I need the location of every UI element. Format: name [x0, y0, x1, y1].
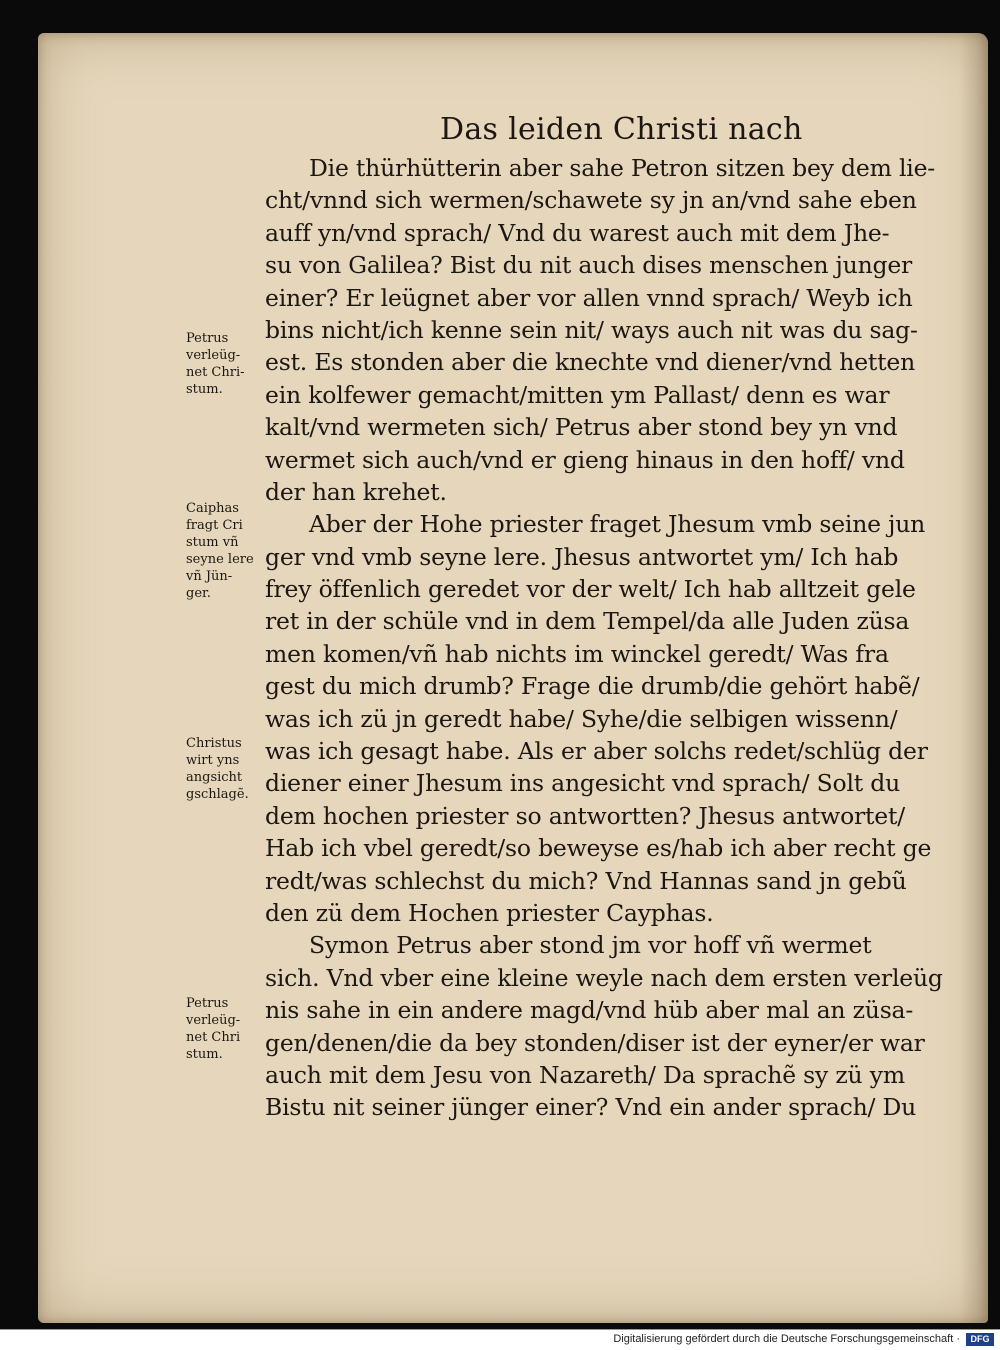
text-line: frey öffenlich geredet vor der welt/ Ich hab alltzeit gele: [265, 575, 916, 604]
text-line: wermet sich auch/vnd er gieng hinaus in den hoff/ vnd: [265, 445, 905, 474]
text-line: einer? Er leügnet aber vor allen vnnd sprach/ Weyb ich: [265, 283, 913, 312]
text-line: est. Es stonden aber die knechte vnd diener/vnd hetten: [265, 348, 916, 377]
margin-note-line: stum vñ: [186, 535, 239, 550]
text-line: sich. Vnd vber eine kleine weyle nach dem ersten verleüg: [265, 963, 943, 992]
text-line: Hab ich vbel geredt/so beweyse es/hab ich aber recht ge: [265, 834, 932, 863]
text-line: Symon Petrus aber stond jm vor hoff vñ wermet: [309, 931, 872, 960]
dfg-logo: DFG: [966, 1333, 994, 1346]
margin-note: [186, 735, 266, 803]
text-line: gest du mich drumb? Frage die drumb/die gehört habẽ/: [265, 672, 920, 701]
text-line: kalt/vnd wermeten sich/ Petrus aber stond bey yn vnd: [265, 413, 898, 442]
text-line: was ich zü jn geredt habe/ Syhe/die selbigen wissenn/: [265, 704, 898, 733]
margin-note-line: stum.: [186, 382, 223, 397]
margin-note-line: gschlagẽ.: [186, 787, 249, 802]
text-line: diener einer Jhesum ins angesicht vnd sprach/ Solt du: [265, 769, 901, 798]
text-line: cht/vnnd sich wermen/schawete sy jn an/vnd sahe eben: [265, 186, 917, 215]
text-line: redt/was schlechst du mich? Vnd Hannas sand jn gebũ: [265, 866, 907, 895]
footer-bar: [0, 1329, 1000, 1350]
margin-note: [186, 330, 266, 398]
margin-note-line: stum.: [186, 1047, 223, 1062]
text-line: Bistu nit seiner jünger einer? Vnd ein ander sprach/ Du: [265, 1093, 917, 1122]
margin-note-line: Petrus: [186, 331, 229, 346]
margin-note-line: verleüg-: [186, 1013, 241, 1028]
text-line: dem hochen priester so antwortten? Jhesus antwortet/: [265, 801, 905, 830]
margin-note: [186, 500, 266, 602]
margin-note-line: angsicht: [186, 770, 243, 785]
margin-note-line: net Chri: [186, 1030, 241, 1045]
text-line: ein kolfewer gemacht/mitten ym Pallast/ denn es war: [265, 380, 890, 409]
text-line: ret in der schüle vnd in dem Tempel/da alle Juden züsa: [265, 607, 910, 636]
text-line: den zü dem Hochen priester Cayphas.: [265, 898, 714, 927]
margin-note: [186, 995, 266, 1063]
text-line: auff yn/vnd sprach/ Vnd du warest auch mit dem Jhe-: [265, 218, 890, 247]
text-line: was ich gesagt habe. Als er aber solchs redet/schlüg der: [265, 737, 928, 766]
text-line: gen/denen/die da bey stonden/diser ist der eyner/er war: [265, 1028, 925, 1057]
body-text: [265, 152, 945, 1124]
funding-credit: Digitalisierung gefördert durch die Deutsche Forschungsgemeinschaft ·: [613, 1333, 960, 1345]
margin-note-line: fragt Cri: [186, 518, 243, 533]
margin-note-line: Christus: [186, 736, 242, 751]
margin-note-line: vñ Jün-: [186, 569, 233, 584]
margin-note-line: verleüg-: [186, 348, 241, 363]
margin-note-line: ger.: [186, 586, 211, 601]
text-line: auch mit dem Jesu von Nazareth/ Da sprachẽ sy zü ym: [265, 1060, 905, 1089]
margin-note-line: wirt yns: [186, 753, 240, 768]
text-line: bins nicht/ich kenne sein nit/ ways auch nit was du sag-: [265, 315, 918, 344]
margin-note-line: Caiphas: [186, 501, 239, 516]
text-line: nis sahe in ein andere magd/vnd hüb aber mal an züsa-: [265, 996, 914, 1025]
running-head: Das leiden Christi nach: [440, 112, 803, 147]
text-line: ger vnd vmb seyne lere. Jhesus antwortet ym/ Ich hab: [265, 542, 899, 571]
margin-note-line: net Chri-: [186, 365, 245, 380]
text-line: der han krehet.: [265, 477, 447, 506]
text-line: su von Galilea? Bist du nit auch dises menschen junger: [265, 251, 913, 280]
text-line: Die thürhütterin aber sahe Petron sitzen bey dem lie-: [309, 154, 936, 182]
text-line: Aber der Hohe priester fraget Jhesum vmb seine jun: [309, 510, 926, 539]
margin-note-line: seyne lere: [186, 552, 254, 567]
text-line: men komen/vñ hab nichts im winckel geredt/ Was fra: [265, 639, 889, 668]
page-edge-shadow: [960, 33, 988, 1323]
margin-note-line: Petrus: [186, 996, 229, 1011]
